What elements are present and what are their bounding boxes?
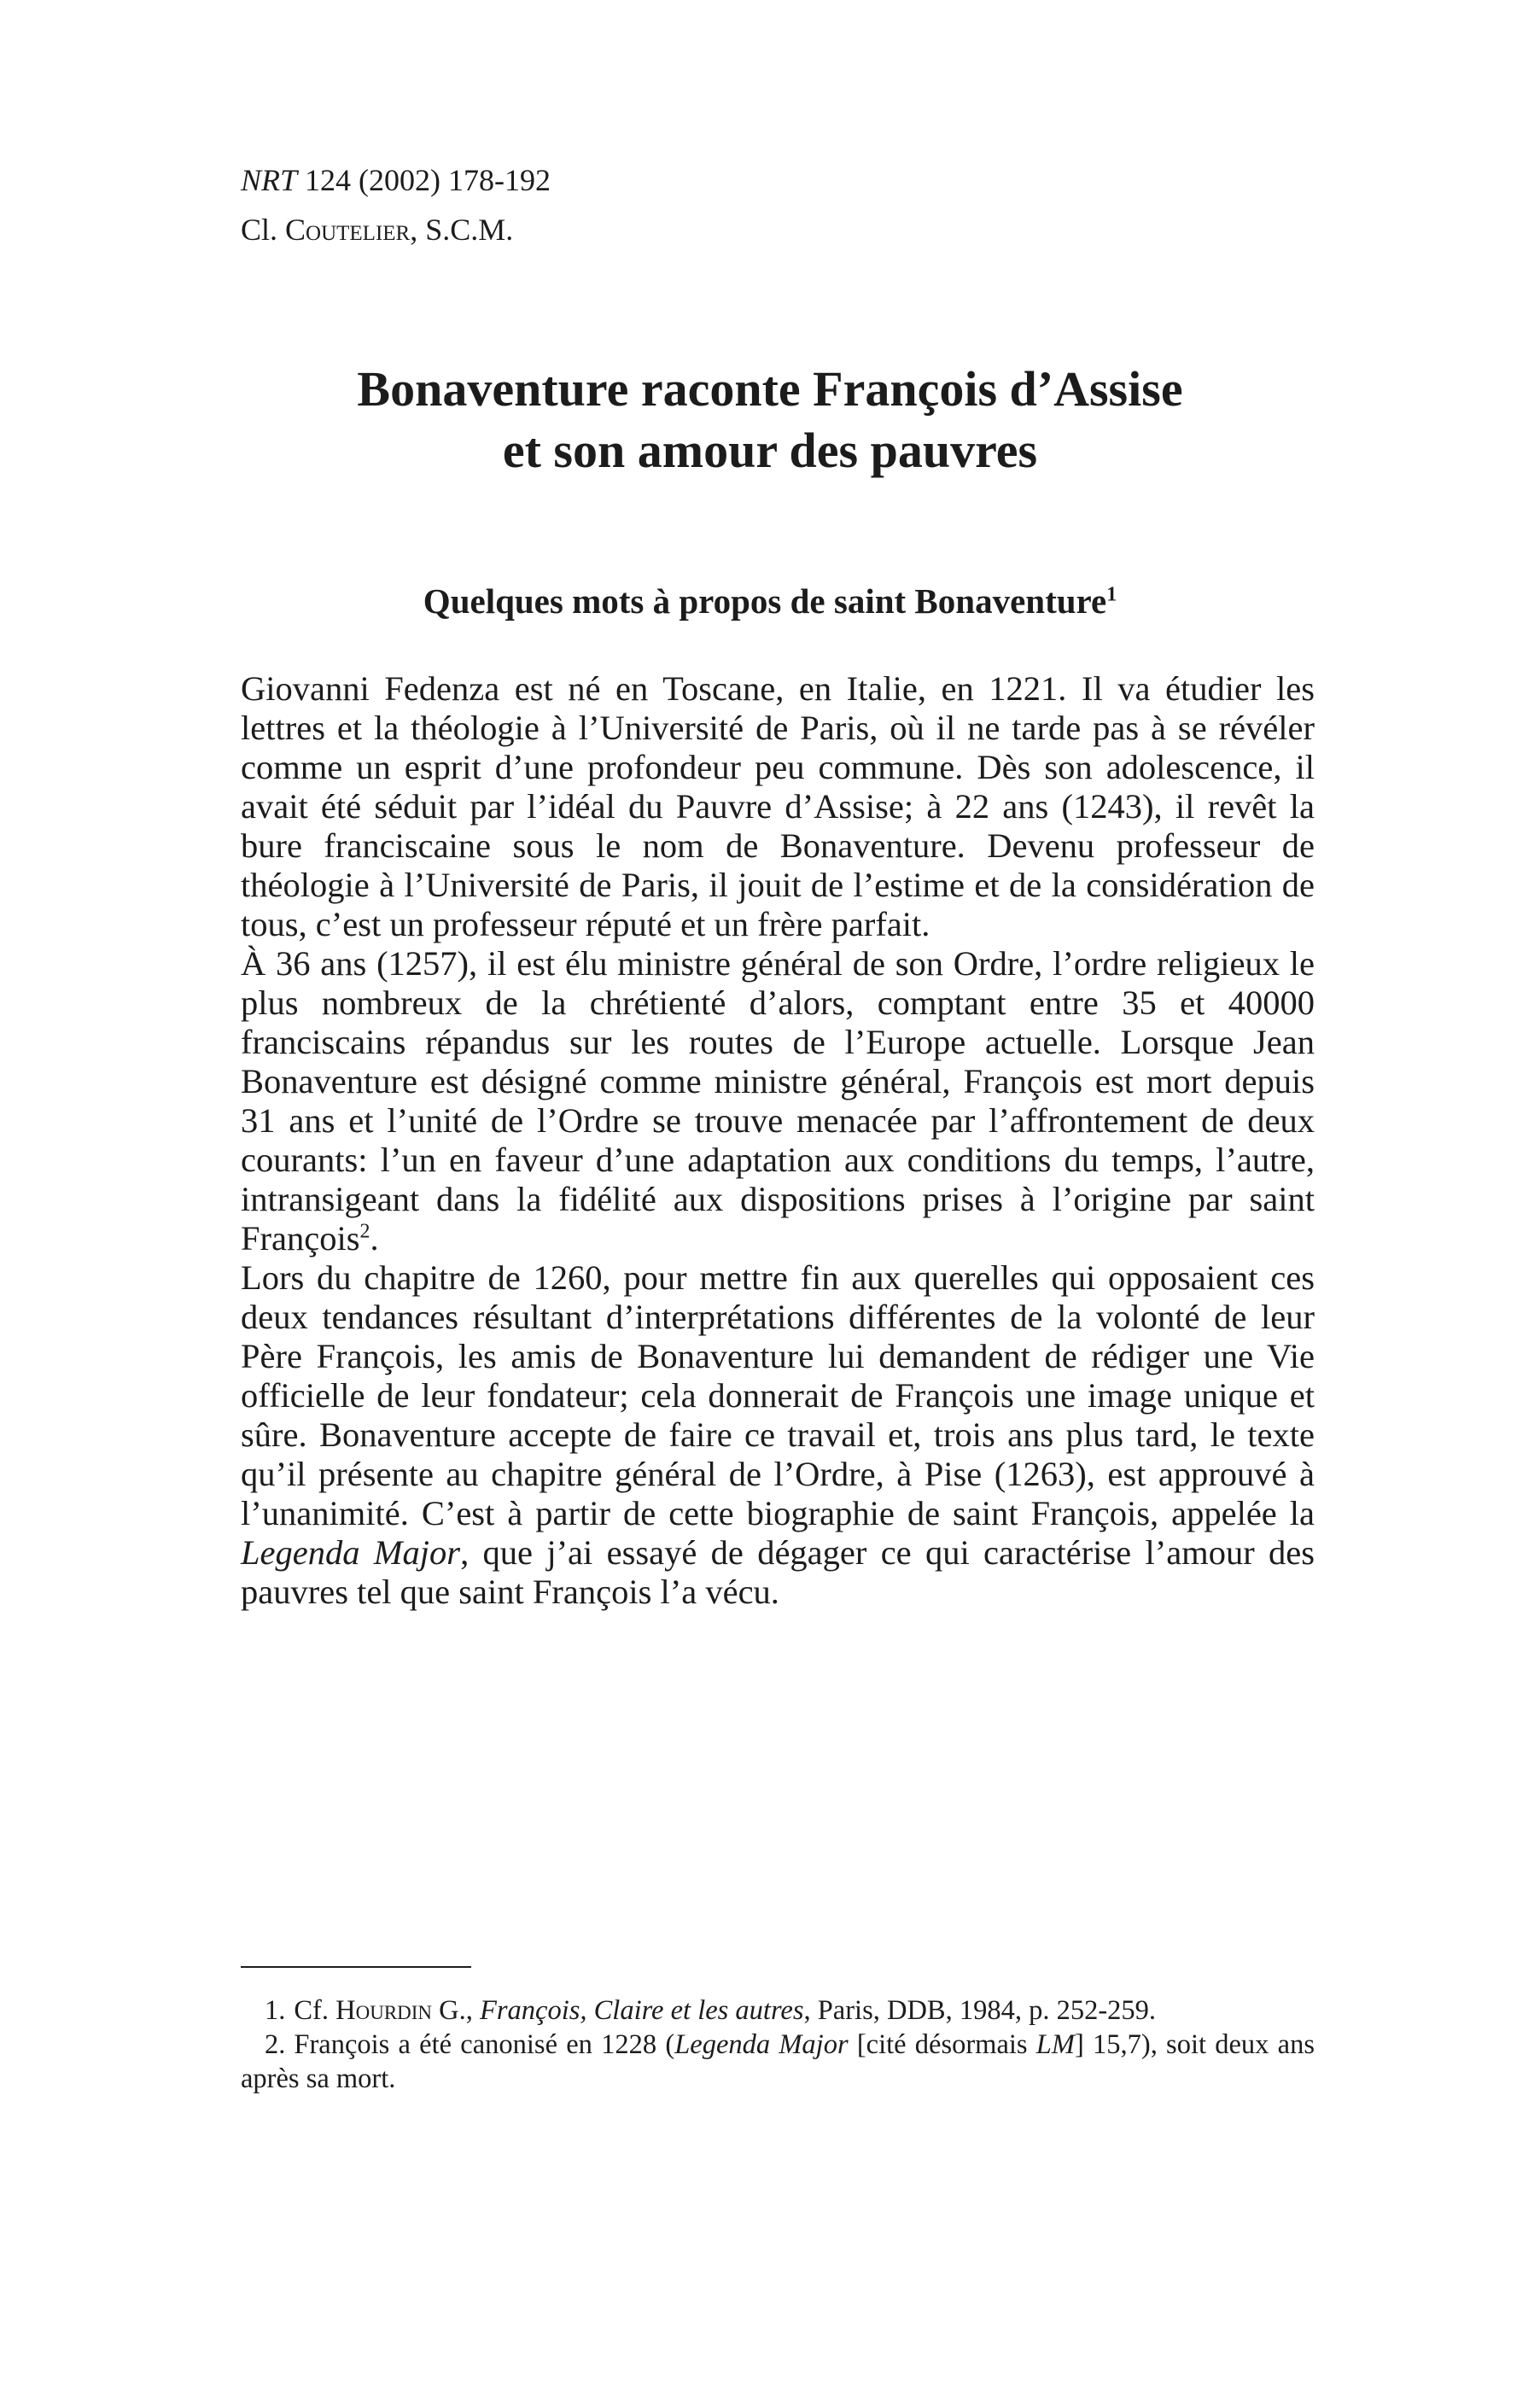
footnote-1-text-a: Cf. <box>294 1995 336 2026</box>
paragraph-2-text: À 36 ans (1257), il est élu ministre général de son Ordre, l’ordre religieux le plus nombreux de la chrétienté d’alors, comptant entre 35 et 40000 franciscains répandus sur les routes de l’Europe actuelle. Lorsque Jean Bonaventure est désigné comme ministre général, François est mort depuis 31 ans et l’unité de l’Ordre se trouve menacée par l’affrontement de deux courants: l’un en faveur d’une adaptation aux conditions du temps, l’autre, intransigeant dans la fidélité aux dispositions prises à l’origine par saint François <box>241 944 1315 1258</box>
paragraph-2-end: . <box>370 1219 379 1258</box>
footnote-2-text-a: François a été canonisé en 1228 ( <box>294 2029 675 2060</box>
running-header <box>241 155 551 254</box>
footnote-1 <box>241 1993 1315 2028</box>
author-initial: Cl. <box>241 213 286 247</box>
article-title <box>241 359 1299 481</box>
footnote-1-number: 1. <box>265 1995 286 2026</box>
author-line <box>241 205 551 254</box>
citation-numbers: 124 (2002) 178-192 <box>297 163 551 197</box>
author-suffix: , S.C.M. <box>410 213 514 247</box>
paragraph-1: Giovanni Fedenza est né en Toscane, en Italie, en 1221. Il va étudier les lettres et la théologie à l’Université de Paris, où il ne tarde pas à se révéler comme un esprit d’une profondeur peu commune. Dès son adolescence, il avait été séduit par l’idéal du Pauvre d’Assise; à 22 ans (1243), il revêt la bure franciscaine sous le nom de Bonaventure. Devenu professeur de théologie à l’Université de Paris, il jouit de l’estime et de la considération de tous, c’est un professeur réputé et un frère parfait. <box>241 669 1315 943</box>
paragraph-3-text-b: , que j’ai essayé de dégager ce qui caractérise l’amour des pauvres tel que saint François l’a vécu. <box>241 1533 1315 1611</box>
footnote-1-author: Hourdin <box>335 1995 433 2026</box>
journal-abbrev: NRT <box>241 163 298 197</box>
footnote-1-title: François, Claire et les autres <box>480 1995 804 2026</box>
footnote-1-text-c: , Paris, DDB, 1984, p. 252-259. <box>803 1995 1157 2026</box>
footnote-rule <box>241 1966 471 1968</box>
paragraph-3 <box>241 1258 1315 1612</box>
author-surname: Coutelier <box>285 213 411 247</box>
paragraph-2 <box>241 944 1315 1258</box>
section-heading <box>241 577 1299 625</box>
footnote-2 <box>241 2028 1315 2096</box>
paragraph-3-italic: Legenda Major <box>241 1533 461 1572</box>
footnote-2-text-c: ] 15,7), soit deux ans après sa mort. <box>241 2029 1315 2094</box>
paragraph-3-text-a: Lors du chapitre de 1260, pour mettre fin aux querelles qui opposaient ces deux tendances résultant d’interprétations différentes de la volonté de leur Père François, les amis de Bonaventure lui demandent de rédiger une Vie officielle de leur fondateur; cela donnerait de François une image unique et sûre. Bonaventure accepte de faire ce travail et, trois ans plus tard, le texte qu’il présente au chapitre général de l’Ordre, à Pise (1263), est approuvé à l’unanimité. C’est à partir de cette biographie de saint François, appelée la <box>241 1258 1315 1532</box>
footnote-2-text-b: [cité désormais <box>848 2029 1036 2060</box>
footnote-ref-1: 1 <box>1106 583 1117 606</box>
footnote-2-italic-2: LM <box>1035 2029 1075 2060</box>
footnote-2-number: 2. <box>265 2029 286 2060</box>
footnote-ref-2: 2 <box>359 1220 370 1243</box>
journal-citation <box>241 155 551 205</box>
body-text <box>241 669 1315 1612</box>
title-line-2: et son amour des pauvres <box>502 423 1038 478</box>
footnote-2-italic-1: Legenda Major <box>674 2029 849 2060</box>
title-line-1: Bonaventure raconte François d’Assise <box>357 361 1183 417</box>
footnotes <box>241 1993 1315 2096</box>
section-heading-text: Quelques mots à propos de saint Bonaventure <box>423 581 1107 621</box>
footnote-1-text-b: G., <box>432 1995 481 2026</box>
